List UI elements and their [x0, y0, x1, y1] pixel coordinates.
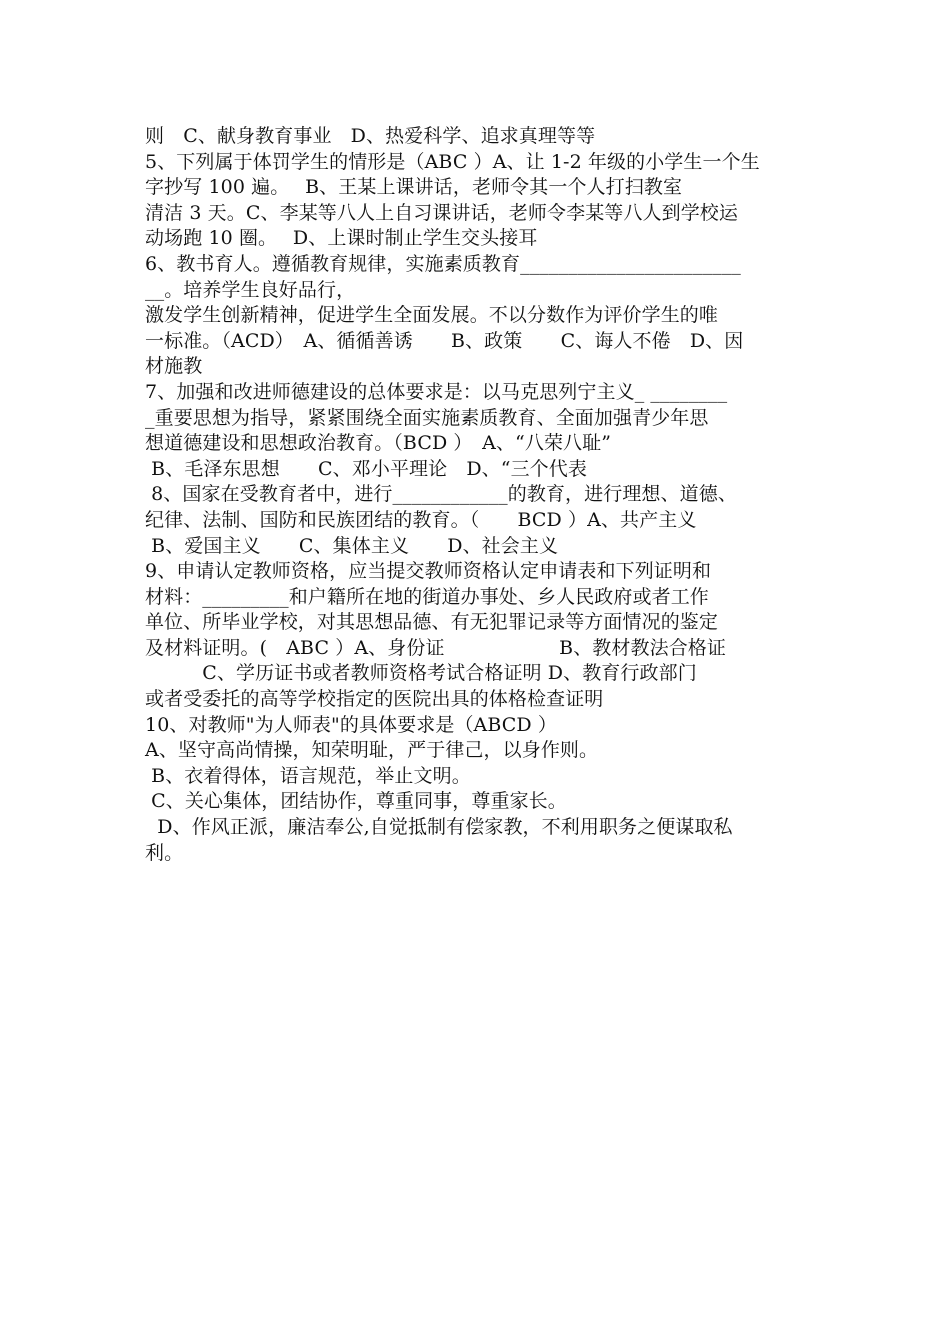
- text-line: 纪律、法制、国防和民族团结的教育。（ BCD ）A、共产主义: [145, 508, 697, 531]
- text-line: 8、国家在受教育者中，进行____________的教育，进行理想、道德、: [145, 483, 737, 506]
- text-line: 10、对教师"为人师表"的具体要求是（ABCD ）: [145, 713, 558, 736]
- text-line: B、衣着得体，语言规范，举止文明。: [145, 764, 471, 787]
- text-line: B、爱国主义 C、集体主义 D、社会主义: [145, 534, 559, 557]
- text-line: 5、下列属于体罚学生的情形是（ABC ）A、让 1-2 年级的小学生一个生: [145, 150, 760, 173]
- document-body: [145, 124, 810, 866]
- text-line: 想道德建设和思想政治教育。（BCD ） A、“八荣八耻”: [145, 432, 612, 455]
- text-line: 清洁 3 天。C、李某等八人上自习课讲话，老师令李某等八人到学校运: [145, 201, 739, 224]
- text-line: _重要思想为指导，紧紧围绕全面实施素质教育、全面加强青少年思: [145, 406, 709, 429]
- text-line: 则 C、献身教育事业 D、热爱科学、追求真理等等: [145, 125, 596, 147]
- text-line: C、关心集体，团结协作，尊重同事，尊重家长。: [145, 790, 567, 813]
- text-line: 利。: [145, 841, 184, 864]
- text-line: 一标准。（ACD） A、循循善诱 B、政策 C、诲人不倦 D、因: [145, 329, 744, 352]
- text-line: 7、加强和改进师德建设的总体要求是：以马克思列宁主义_ ________: [145, 380, 728, 403]
- text-line: 单位、所毕业学校，对其思想品德、有无犯罪记录等方面情况的鉴定: [145, 611, 719, 634]
- text-line: A、坚守高尚情操，知荣明耻，严于律己，以身作则。: [145, 739, 599, 762]
- text-line: 激发学生创新精神，促进学生全面发展。不以分数作为评价学生的唯: [145, 304, 719, 327]
- text-line: B、毛泽东思想 C、邓小平理论 D、“三个代表: [145, 457, 587, 480]
- text-line: 字抄写 100 遍。 B、王某上课讲话，老师令其一个人打扫教室: [145, 176, 683, 199]
- text-line: 及材料证明。( ABC ）A、身份证 B、教材教法合格证: [145, 636, 727, 659]
- text-line: 材料：_________和户籍所在地的街道办事处、乡人民政府或者工作: [145, 585, 709, 608]
- text-line: 动场跑 10 圈。 D、上课时制止学生交头接耳: [145, 227, 538, 250]
- text-line: D、作风正派，廉洁奉公,自觉抵制有偿家教，不利用职务之便谋取私: [145, 816, 733, 839]
- text-line: C、学历证书或者教师资格考试合格证明 D、教育行政部门: [145, 662, 697, 685]
- text-line: __。培养学生良好品行，: [145, 278, 356, 301]
- text-line: 材施教: [145, 355, 203, 378]
- text-line: 6、教书育人。遵循教育规律，实施素质教育_______________________: [145, 252, 741, 275]
- text-line: 9、申请认定教师资格，应当提交教师资格认定申请表和下列证明和: [145, 560, 712, 583]
- text-line: 或者受委托的高等学校指定的医院出具的体格检查证明: [145, 688, 604, 711]
